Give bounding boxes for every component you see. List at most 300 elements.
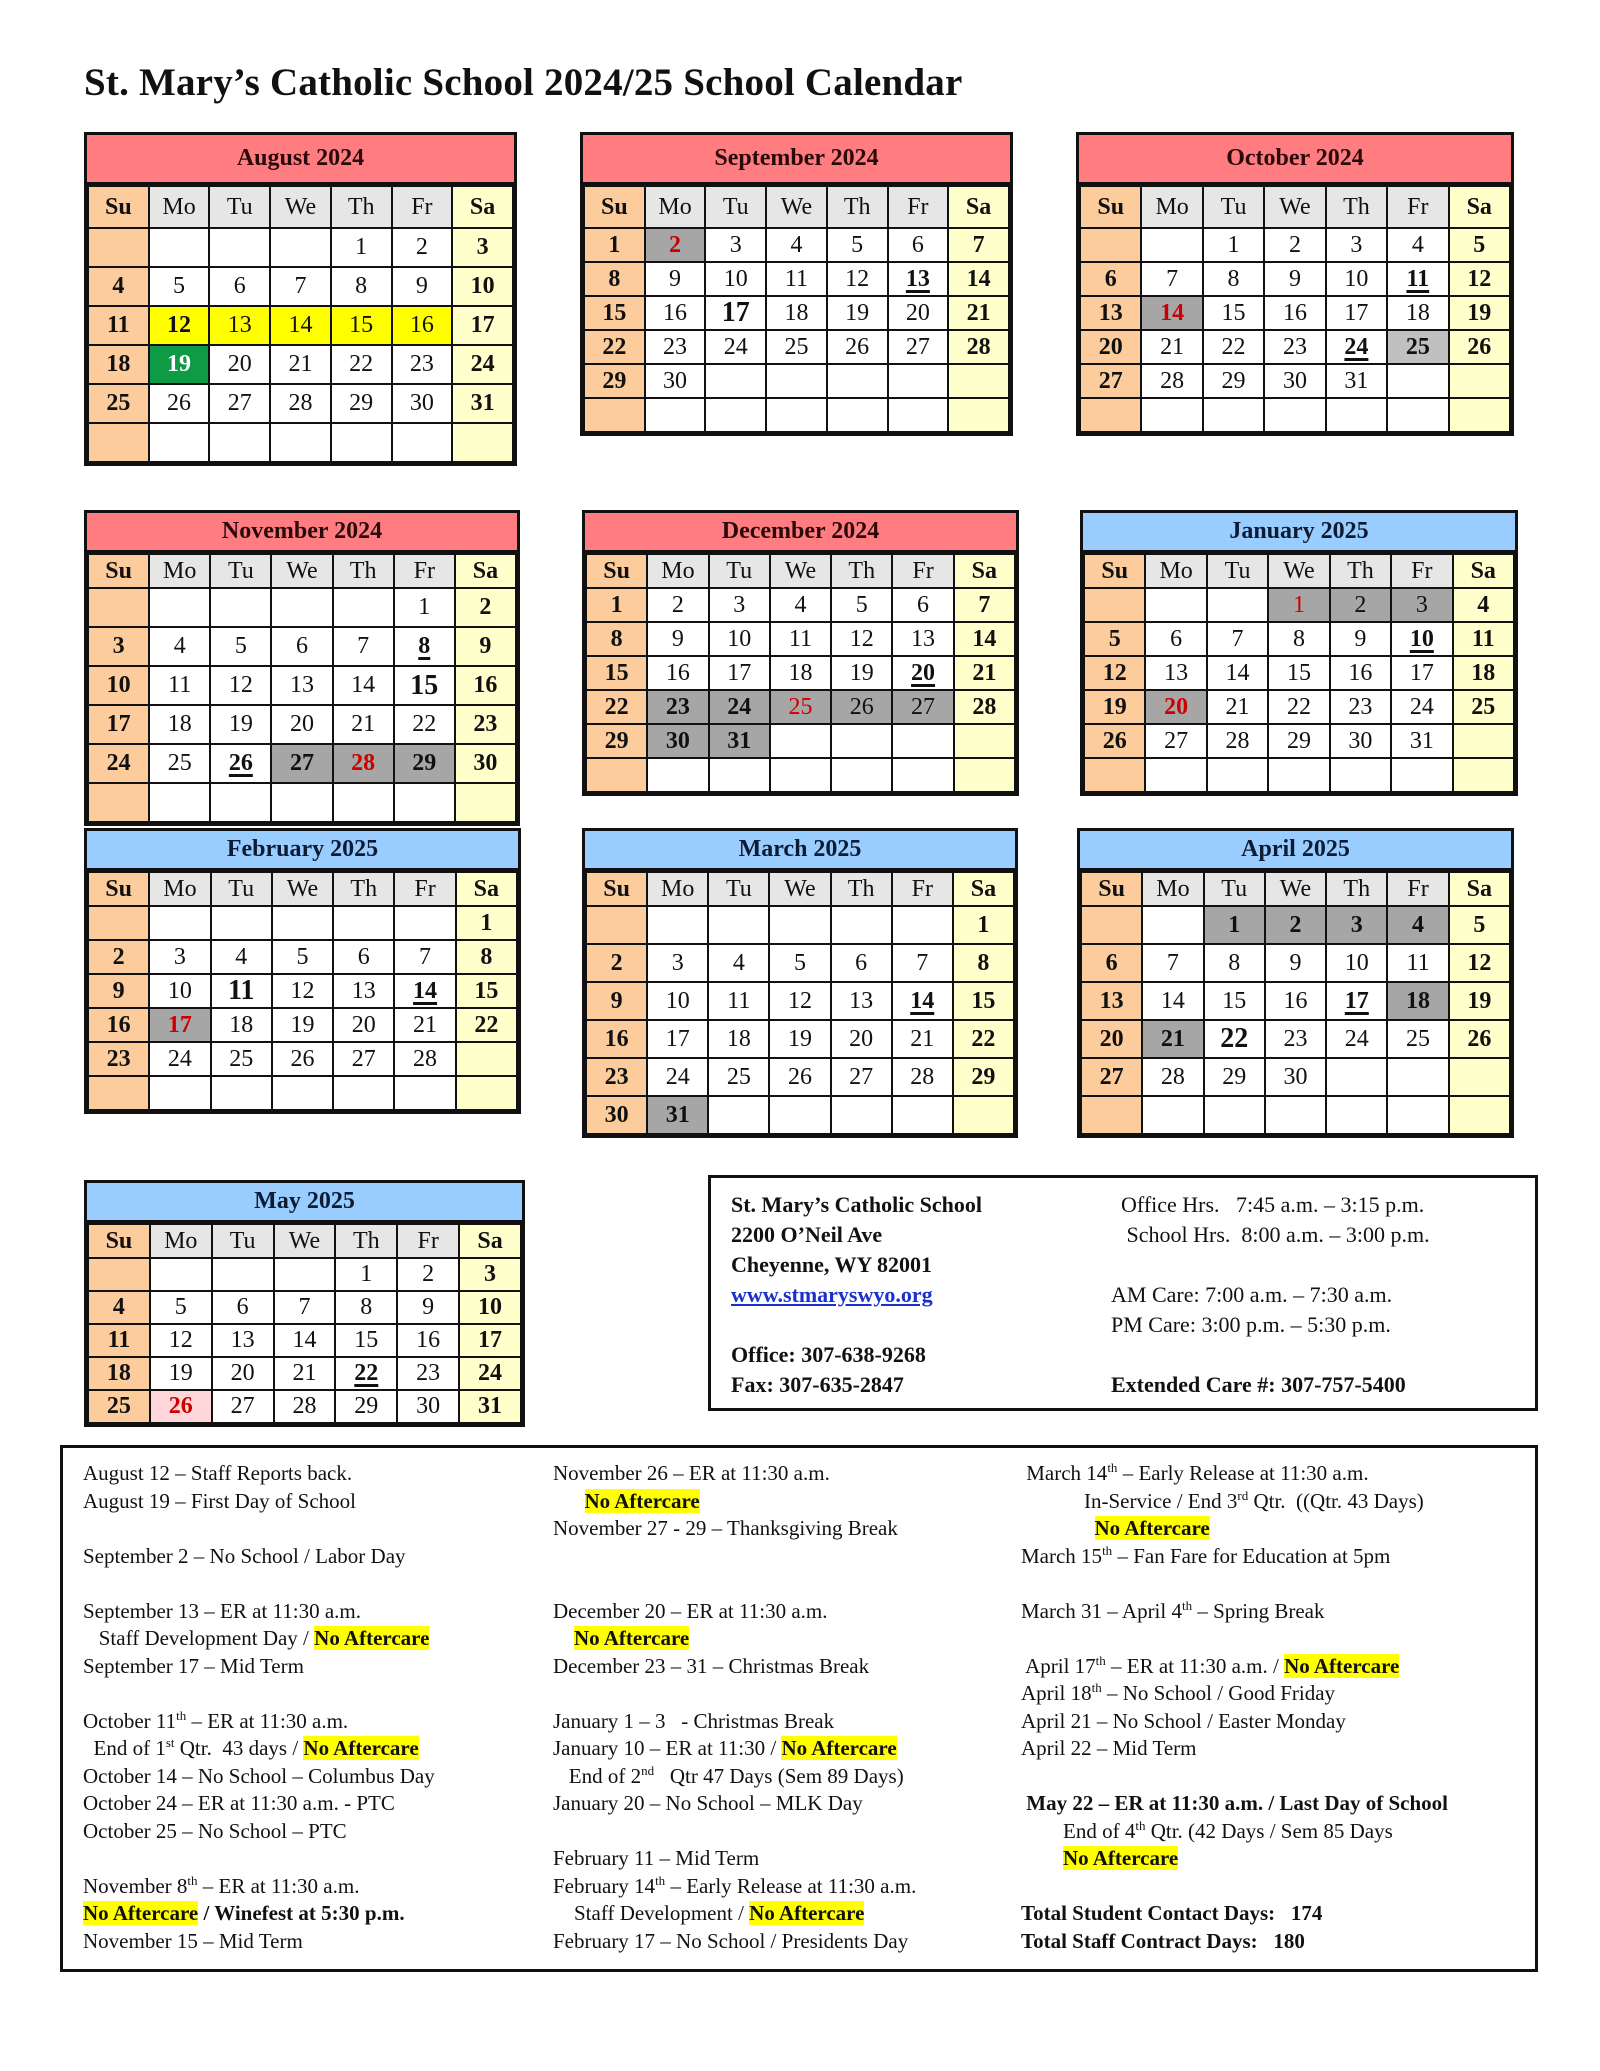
day-cell: 8 [953,944,1014,982]
day-cell: 30 [392,384,453,423]
event-line: September 13 – ER at 11:30 a.m. [83,1598,362,1623]
empty-day-cell [456,1042,517,1076]
event-line: October 24 – ER at 11:30 a.m. - PTC [83,1791,395,1815]
day-cell: 21 [892,1020,953,1058]
blank-line [1021,1873,1531,1901]
empty-day-cell [705,364,766,398]
empty-day-cell [333,588,394,627]
day-cell: 27 [1081,1058,1142,1096]
empty-day-cell [892,906,953,944]
day-cell: 16 [647,656,708,690]
day-cell: 21 [1141,330,1202,364]
weekday-header: Fr [1387,186,1448,228]
event-line [553,1488,1023,1516]
month-calendar [582,828,1018,1138]
day-cell: 25 [708,1058,769,1096]
day-cell: 15 [456,974,517,1008]
day-cell: 28 [270,384,331,423]
day-cell: 30 [1264,364,1325,398]
day-cell: 7 [270,267,331,306]
day-cell: 12 [272,974,333,1008]
day-cell: 24 [149,1042,210,1076]
day-cell: 15 [584,296,645,330]
empty-day-cell [1387,398,1448,432]
empty-day-cell [88,1076,149,1110]
day-cell: 14 [1142,982,1203,1020]
empty-day-cell [333,783,394,822]
weekday-header: Sa [459,1224,521,1258]
blank-line [83,1680,543,1708]
empty-day-cell [209,228,270,267]
empty-day-cell [211,906,272,940]
month-title: August 2024 [87,135,514,185]
day-cell: 17 [88,705,149,744]
day-cell: 3 [1391,588,1452,622]
day-cell: 11 [149,666,210,705]
empty-day-cell [954,724,1015,758]
day-cell: 28 [1142,1058,1203,1096]
day-cell: 3 [88,627,149,666]
day-cell: 10 [647,982,708,1020]
month-title: October 2024 [1079,135,1511,185]
day-cell: 3 [149,940,210,974]
day-cell: 25 [766,330,827,364]
day-cell: 9 [1330,622,1391,656]
day-cell: 17 [1391,656,1452,690]
empty-day-cell [456,1076,517,1110]
weekday-header: Fr [892,554,953,588]
event-line [1021,1515,1531,1543]
day-cell: 21 [270,345,331,384]
day-cell: 5 [769,944,830,982]
day-cell: 19 [1449,296,1510,330]
month-calendar [1076,132,1514,436]
day-cell: 12 [210,666,271,705]
weekday-header: Mo [149,872,210,906]
event-line: March 31 – April 4th – Spring Break [1021,1597,1325,1623]
blank-line [1021,1570,1531,1598]
day-cell: 19 [210,705,271,744]
day-cell: 14 [1141,296,1202,330]
weekday-header: Su [1084,554,1145,588]
empty-day-cell [149,1076,210,1110]
weekday-header: Fr [394,872,455,906]
empty-day-cell [705,398,766,432]
day-cell: 20 [271,705,332,744]
day-cell: 23 [1330,690,1391,724]
day-cell: 2 [455,588,516,627]
day-cell: 29 [1204,1058,1265,1096]
empty-day-cell [831,758,892,792]
day-cell: 23 [1265,1020,1326,1058]
weekday-header: Th [333,554,394,588]
day-cell: 21 [1207,690,1268,724]
day-cell: 29 [331,384,392,423]
day-cell: 19 [1084,690,1145,724]
day-cell: 20 [212,1357,274,1390]
empty-day-cell [274,1258,336,1291]
day-cell: 12 [1084,656,1145,690]
empty-day-cell [452,423,513,462]
weekday-header: Th [335,1224,397,1258]
day-cell: 9 [88,974,149,1008]
event-line: January 1 – 3 - Christmas Break [553,1708,835,1733]
day-cell: 24 [452,345,513,384]
weekday-header: Tu [709,554,770,588]
day-cell: 22 [331,345,392,384]
event-line: August 19 – First Day of School [83,1488,356,1513]
day-cell: 22 [586,690,647,724]
month-calendar [582,510,1019,796]
day-cell: 4 [88,267,149,306]
month-title: May 2025 [87,1183,522,1223]
day-cell: 24 [1326,1020,1387,1058]
day-cell: 16 [455,666,516,705]
day-cell: 28 [1141,364,1202,398]
day-cell: 15 [331,306,392,345]
day-cell: 10 [1326,262,1387,296]
day-cell: 5 [827,228,888,262]
day-cell: 27 [1080,364,1141,398]
empty-day-cell [645,398,706,432]
day-cell: 1 [331,228,392,267]
weekday-header: Su [584,186,645,228]
empty-day-cell [392,423,453,462]
no-aftercare-badge: No Aftercare [1284,1653,1400,1678]
day-cell: 21 [1142,1020,1203,1058]
empty-day-cell [831,1096,892,1134]
empty-day-cell [1449,364,1510,398]
weekday-header: Mo [1142,872,1203,906]
day-cell: 15 [394,666,455,705]
weekday-header: Su [88,872,149,906]
empty-day-cell [1084,588,1145,622]
page-title: St. Mary’s Catholic School 2024/25 School Calendar [84,61,963,104]
no-aftercare-badge: No Aftercare [781,1736,897,1760]
weekday-header: Sa [948,186,1009,228]
day-cell: 4 [211,940,272,974]
weekday-header: Th [1326,186,1387,228]
day-cell: 10 [1326,944,1387,982]
event-line: May 22 – ER at 11:30 a.m. / Last Day of School [1021,1791,1448,1815]
day-cell: 29 [586,724,647,758]
weekday-header: Su [586,554,647,588]
day-cell: 31 [1391,724,1452,758]
empty-day-cell [1387,1096,1448,1134]
event-line: February 17 – No School / Presidents Day [553,1928,909,1953]
day-cell: 6 [888,228,949,262]
empty-day-cell [88,906,149,940]
empty-day-cell [1081,906,1142,944]
empty-day-cell [586,906,647,944]
day-cell: 27 [888,330,949,364]
day-cell: 22 [394,705,455,744]
event-line: End of 2nd Qtr 47 Days (Sem 89 Days) [553,1762,904,1788]
day-cell: 9 [645,262,706,296]
no-aftercare-badge: No Aftercare [314,1626,430,1650]
month-calendar [1077,828,1514,1138]
no-aftercare-badge: No Aftercare [303,1736,419,1760]
day-cell: 29 [394,744,455,783]
day-cell: 4 [708,944,769,982]
day-cell: 25 [770,690,831,724]
weekday-header: Tu [1204,872,1265,906]
day-cell: 3 [1326,906,1387,944]
day-cell: 31 [709,724,770,758]
day-cell: 4 [149,627,210,666]
day-cell: 17 [1326,296,1387,330]
weekday-header: We [766,186,827,228]
weekday-header: We [271,554,332,588]
event-line: April 22 – Mid Term [1021,1736,1197,1760]
day-cell: 16 [1265,982,1326,1020]
day-cell: 22 [1268,690,1329,724]
weekday-header: Tu [211,872,272,906]
day-cell: 8 [586,622,647,656]
day-cell: 9 [647,622,708,656]
day-cell: 31 [1326,364,1387,398]
day-cell: 14 [948,262,1009,296]
weekday-header: Fr [1387,872,1448,906]
event-line: November 26 – ER at 11:30 a.m. [553,1461,830,1485]
day-cell: 24 [705,330,766,364]
day-cell: 4 [770,588,831,622]
day-cell: 26 [831,690,892,724]
weekday-header: Tu [708,872,769,906]
empty-day-cell [769,906,830,944]
empty-day-cell [394,906,455,940]
day-cell: 13 [1081,982,1142,1020]
empty-day-cell [209,423,270,462]
empty-day-cell [149,588,210,627]
day-cell: 28 [948,330,1009,364]
pm-care: PM Care: 3:00 p.m. – 5:30 p.m. [1111,1312,1391,1337]
day-cell: 3 [709,588,770,622]
day-cell: 6 [1080,262,1141,296]
event-line: November 8th – ER at 11:30 a.m. [83,1872,360,1898]
weekday-header: Su [88,1224,150,1258]
empty-day-cell [333,906,394,940]
empty-day-cell [149,783,210,822]
day-cell: 14 [274,1324,336,1357]
day-cell: 14 [1207,656,1268,690]
event-line: Total Staff Contract Days: 180 [1021,1928,1305,1953]
event-line: April 21 – No School / Easter Monday [1021,1708,1346,1733]
day-cell: 11 [88,306,149,345]
day-cell: 31 [647,1096,708,1134]
empty-day-cell [149,906,210,940]
empty-day-cell [331,423,392,462]
empty-day-cell [1453,758,1514,792]
empty-day-cell [1207,588,1268,622]
day-cell: 29 [584,364,645,398]
day-cell: 26 [150,1390,212,1423]
day-cell: 20 [892,656,953,690]
empty-day-cell [1081,1096,1142,1134]
day-cell: 6 [333,940,394,974]
empty-day-cell [1203,398,1264,432]
empty-day-cell [1142,1096,1203,1134]
event-line: December 20 – ER at 11:30 a.m. [553,1598,828,1623]
school-hours-line: School Hrs. 8:00 a.m. – 3:00 p.m. [1121,1222,1430,1247]
empty-day-cell [1449,1096,1510,1134]
empty-day-cell [1326,398,1387,432]
day-cell: 16 [1330,656,1391,690]
day-cell: 1 [584,228,645,262]
day-cell: 12 [769,982,830,1020]
day-cell: 9 [586,982,647,1020]
day-cell: 17 [705,296,766,330]
day-cell: 30 [1265,1058,1326,1096]
day-cell: 7 [1207,622,1268,656]
day-cell: 11 [766,262,827,296]
empty-day-cell [770,758,831,792]
empty-day-cell [1080,228,1141,262]
weekday-header: Sa [452,186,513,228]
day-cell: 22 [1203,330,1264,364]
day-cell: 27 [333,1042,394,1076]
day-cell: 26 [1449,1020,1510,1058]
day-cell: 18 [211,1008,272,1042]
empty-day-cell [647,906,708,944]
blank-line [1021,1763,1531,1791]
school-name: St. Mary’s Catholic School [731,1192,982,1217]
day-cell: 17 [452,306,513,345]
day-cell: 24 [459,1357,521,1390]
day-cell: 23 [586,1058,647,1096]
day-cell: 21 [394,1008,455,1042]
day-cell: 22 [335,1357,397,1390]
events-box [60,1445,1538,1972]
day-cell: 22 [584,330,645,364]
no-aftercare-badge: No Aftercare [83,1901,199,1925]
day-cell: 20 [209,345,270,384]
empty-day-cell [394,1076,455,1110]
website-link[interactable]: www.stmaryswyo.org [731,1282,933,1307]
day-cell: 24 [1326,330,1387,364]
day-cell: 12 [150,1324,212,1357]
day-cell: 13 [1080,296,1141,330]
day-cell: 19 [827,296,888,330]
empty-day-cell [831,724,892,758]
day-cell: 8 [331,267,392,306]
day-cell: 13 [209,306,270,345]
event-line [553,1625,1023,1653]
day-cell: 23 [392,345,453,384]
day-cell: 28 [274,1390,336,1423]
weekday-header: Th [1330,554,1391,588]
weekday-header: Fr [892,872,953,906]
month-title: September 2024 [583,135,1010,185]
day-cell: 12 [831,622,892,656]
event-line: January 10 – ER at 11:30 / No Aftercare [553,1736,897,1760]
weekday-header: Mo [1145,554,1206,588]
day-cell: 1 [1268,588,1329,622]
day-cell: 8 [1204,944,1265,982]
day-cell: 4 [766,228,827,262]
day-cell: 27 [892,690,953,724]
day-cell: 18 [1387,982,1448,1020]
day-cell: 8 [1268,622,1329,656]
weekday-header: Su [586,872,647,906]
empty-day-cell [770,724,831,758]
day-cell: 14 [892,982,953,1020]
empty-day-cell [1387,1058,1448,1096]
day-cell: 6 [892,588,953,622]
empty-day-cell [88,588,149,627]
fax-number: Fax: 307-635-2847 [731,1372,904,1397]
weekday-header: We [1264,186,1325,228]
day-cell: 19 [272,1008,333,1042]
day-cell: 9 [1265,944,1326,982]
month-calendar [1080,510,1518,796]
day-cell: 24 [88,744,149,783]
event-line: February 14th – Early Release at 11:30 a.m. [553,1872,917,1898]
day-cell: 1 [1203,228,1264,262]
day-cell: 3 [452,228,513,267]
empty-day-cell [1265,1096,1326,1134]
empty-day-cell [709,758,770,792]
events-column-1 [83,1460,543,1955]
day-cell: 16 [645,296,706,330]
day-cell: 11 [211,974,272,1008]
empty-day-cell [953,1096,1014,1134]
day-cell: 22 [456,1008,517,1042]
day-cell: 26 [1084,724,1145,758]
empty-day-cell [210,783,271,822]
empty-day-cell [270,228,331,267]
empty-day-cell [149,228,210,267]
empty-day-cell [88,1258,150,1291]
day-cell: 18 [1387,296,1448,330]
weekday-header: We [769,872,830,906]
event-line: March 15th – Fan Fare for Education at 5pm [1021,1542,1391,1568]
weekday-header: We [1268,554,1329,588]
day-cell: 27 [1145,724,1206,758]
weekday-header: Tu [210,554,271,588]
day-cell: 18 [88,345,149,384]
day-cell: 18 [708,1020,769,1058]
month-title: April 2025 [1080,831,1511,871]
blank-line [83,1845,543,1873]
weekday-header: Mo [647,872,708,906]
weekday-header: Tu [1207,554,1268,588]
day-cell: 3 [705,228,766,262]
day-cell: 11 [1387,944,1448,982]
empty-day-cell [88,783,149,822]
empty-day-cell [827,364,888,398]
day-cell: 17 [149,1008,210,1042]
day-cell: 25 [1453,690,1514,724]
month-calendar [580,132,1013,436]
empty-day-cell [831,906,892,944]
day-cell: 30 [455,744,516,783]
weekday-header: Mo [645,186,706,228]
day-cell: 17 [709,656,770,690]
day-cell: 5 [272,940,333,974]
weekday-header: Tu [209,186,270,228]
day-cell: 28 [892,1058,953,1096]
weekday-header: Su [1080,186,1141,228]
weekday-header: We [270,186,331,228]
day-cell: 19 [149,345,210,384]
day-cell: 17 [459,1324,521,1357]
day-cell: 15 [1203,296,1264,330]
empty-day-cell [333,1076,394,1110]
event-line: November 15 – Mid Term [83,1928,303,1953]
event-line: October 11th – ER at 11:30 a.m. [83,1707,349,1733]
day-cell: 11 [1387,262,1448,296]
